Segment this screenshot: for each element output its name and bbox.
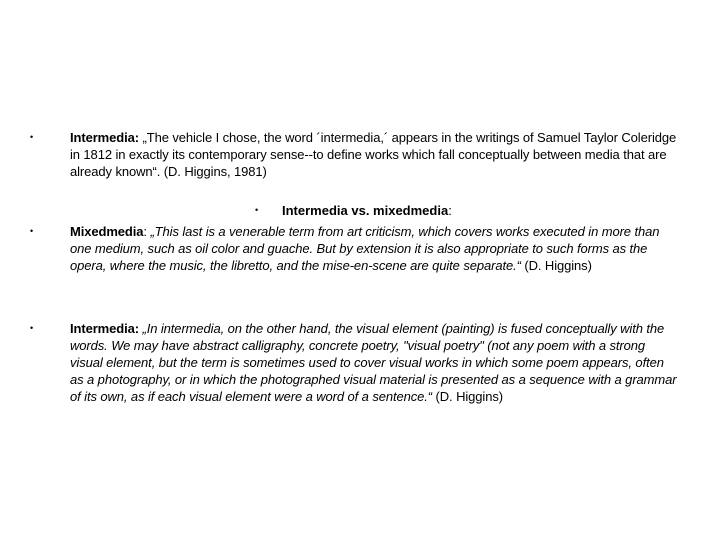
intermedia-definition-text: „The vehicle I chose, the word ´intermedia,´ appears in the writings of Samuel Taylor Coleridge in 1812 in exactly its contemporary sense--to define works which fall conceptually between media that are already known“. (D. Higgins, 1981) — [70, 130, 677, 179]
bullet: • — [30, 323, 34, 333]
sub-bullet: • — [255, 205, 259, 215]
intermedia-visual-quote: „In intermedia, on the other hand, the visual element (painting) is fused conceptually with the words. We may have abstract calligraphy, concrete poetry, "visual poetry" (not any poem with a strong visual element, but the term is sometimes used to cover visual works in which some poem appears, often as a photography, or in which the photographed visual material is presented as a sequence with a grammar of its own, as if each visual element were a word of a sentence.“ — [70, 321, 677, 404]
intermedia-visual-paragraph — [70, 320, 678, 405]
mixedmedia-source: (D. Higgins) — [520, 258, 592, 273]
mixedmedia-colon: : — [143, 224, 151, 239]
bullet: • — [30, 132, 34, 142]
intermedia-visual-source: (D. Higgins) — [432, 389, 503, 404]
intermedia-definition-paragraph — [70, 129, 678, 180]
comparison-heading-colon: : — [448, 203, 452, 218]
mixedmedia-quote: „This last is a venerable term from art criticism, which covers works executed in more than one medium, such as oil color and guache. But by extension it is also appropriate to such forms as the opera, where the music, the libretto, and the mise-en-scene are quite separate.“ — [70, 224, 660, 273]
comparison-heading — [282, 202, 452, 219]
intermedia-term: Intermedia: — [70, 321, 139, 336]
intermedia-term: Intermedia: — [70, 130, 139, 145]
bullet: • — [30, 226, 34, 236]
mixedmedia-term: Mixedmedia — [70, 224, 144, 239]
comparison-heading-bold: Intermedia vs. mixedmedia — [282, 203, 449, 218]
mixedmedia-definition-paragraph — [70, 223, 678, 274]
